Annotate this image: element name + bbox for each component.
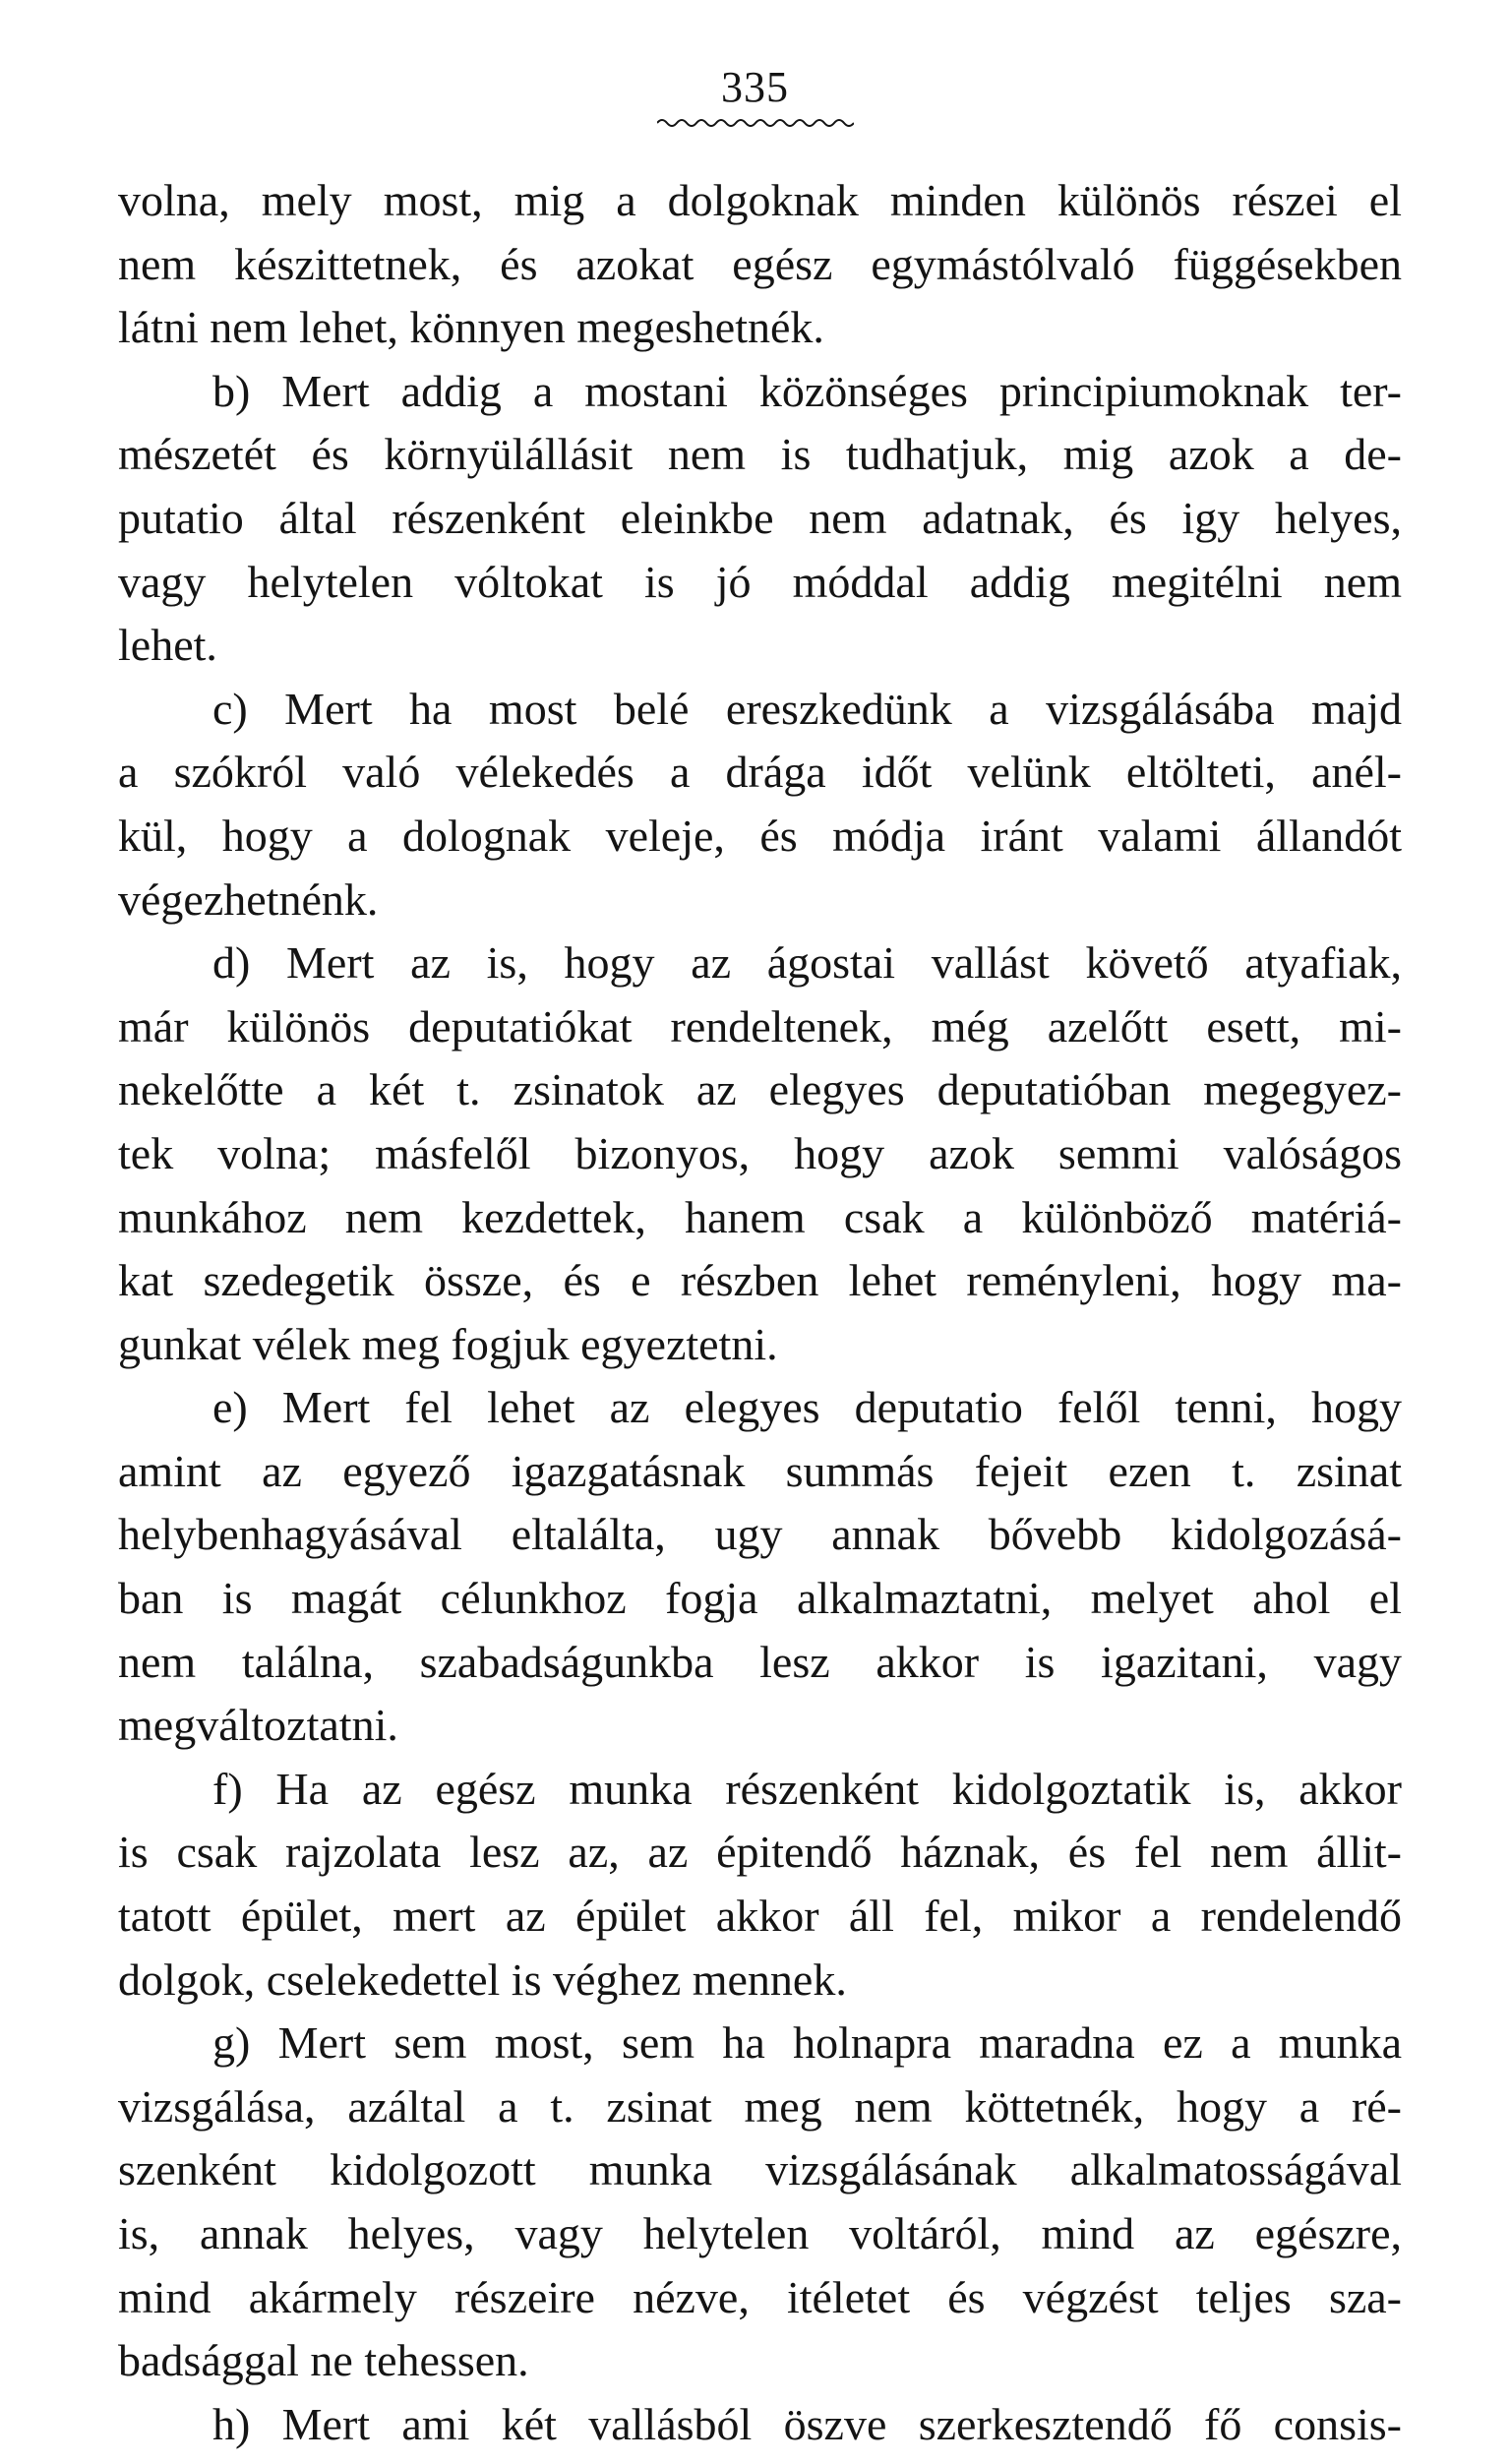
text-line: b) Mert addig a mostani közönséges principiumoknak ter- — [212, 365, 1402, 416]
text-line: is csak rajzolata lesz az, az épitendő háznak, és fel nem állit- — [118, 1827, 1402, 1878]
text-line: badsággal ne tehessen. — [118, 2335, 529, 2386]
text-line: megváltoztatni. — [118, 1700, 398, 1751]
text-line: vizsgálása, azáltal a t. zsinat meg nem köttetnék, hogy a ré- — [118, 2080, 1402, 2132]
text-line: vagy helytelen vóltokat is jó móddal addig megitélni nem — [118, 556, 1402, 607]
text-line: is, annak helyes, vagy helytelen voltáról, mind az egészre, — [118, 2208, 1402, 2258]
text-line: mind akármely részeire nézve, itéletet és végzést teljes sza- — [118, 2271, 1402, 2322]
text-line: g) Mert sem most, sem ha holnapra maradna ez a munka — [212, 2017, 1402, 2069]
text-line: szenként kidolgozott munka vizsgálásának alkalmatosságával — [118, 2144, 1402, 2195]
text-line: d) Mert az is, hogy az ágostai vallást követő atyafiak, — [212, 937, 1402, 989]
text-line: nekelőtte a két t. zsinatok az elegyes deputatióban megegyez- — [118, 1064, 1402, 1115]
text-line: h) Mert ami két vallásból öszve szerkesztendő fő consis- — [212, 2398, 1402, 2449]
text-line: kül, hogy a dolognak veleje, és módja iránt valami állandót — [118, 810, 1402, 861]
text-line: amint az egyező igazgatásnak summás fejeit ezen t. zsinat — [118, 1445, 1402, 1496]
body-text — [118, 169, 1402, 2456]
text-line: f) Ha az egész munka részenként kidolgoztatik is, akkor — [212, 1763, 1402, 1814]
text-line: látni nem lehet, könnyen megeshetnék. — [118, 302, 824, 353]
text-line: kat szedegetik össze, és e részben lehet reményleni, hogy ma- — [118, 1255, 1402, 1306]
text-line: tek volna; másfelől bizonyos, hogy azok semmi valóságos — [118, 1127, 1402, 1178]
text-line: mészetét és környülállásit nem is tudhatjuk, mig azok a de- — [118, 429, 1402, 480]
text-line: helybenhagyásával eltalálta, ugy annak bővebb kidolgozásá- — [118, 1509, 1402, 1560]
text-line: c) Mert ha most belé ereszkedünk a vizsgálásába majd — [212, 683, 1402, 734]
text-line: lehet. — [118, 620, 217, 671]
text-line: nem készittetnek, és azokat egész egymástólvaló függésekben — [118, 238, 1402, 289]
text-line: volna, mely most, mig a dolgoknak minden különös részei el — [118, 175, 1402, 225]
page-number: 335 — [721, 63, 789, 111]
text-line: gunkat vélek meg fogjuk egyeztetni. — [118, 1318, 778, 1369]
text-line: e) Mert fel lehet az elegyes deputatio felől tenni, hogy — [212, 1382, 1402, 1433]
text-line: ban is magát célunkhoz fogja alkalmaztatni, melyet ahol el — [118, 1573, 1402, 1624]
text-line: putatio által részenként eleinkbe nem adatnak, és igy helyes, — [118, 492, 1402, 543]
wavy-rule-ornament — [657, 116, 854, 130]
text-line: nem találna, szabadságunkba lesz akkor is igazitani, vagy — [118, 1636, 1402, 1687]
text-line: dolgok, cselekedettel is véghez mennek. — [118, 1953, 847, 2005]
text-line: végezhetnénk. — [118, 873, 379, 925]
text-line: tatott épület, mert az épület akkor áll fel, mikor a rendelendő — [118, 1891, 1402, 1942]
text-line: munkához nem kezdettek, hanem csak a különböző matériá- — [118, 1191, 1402, 1242]
text-line: már különös deputatiókat rendeltenek, még azelőtt esett, mi- — [118, 1000, 1402, 1052]
text-line: a szókról való vélekedés a drága időt velünk eltölteti, anél- — [118, 747, 1402, 798]
